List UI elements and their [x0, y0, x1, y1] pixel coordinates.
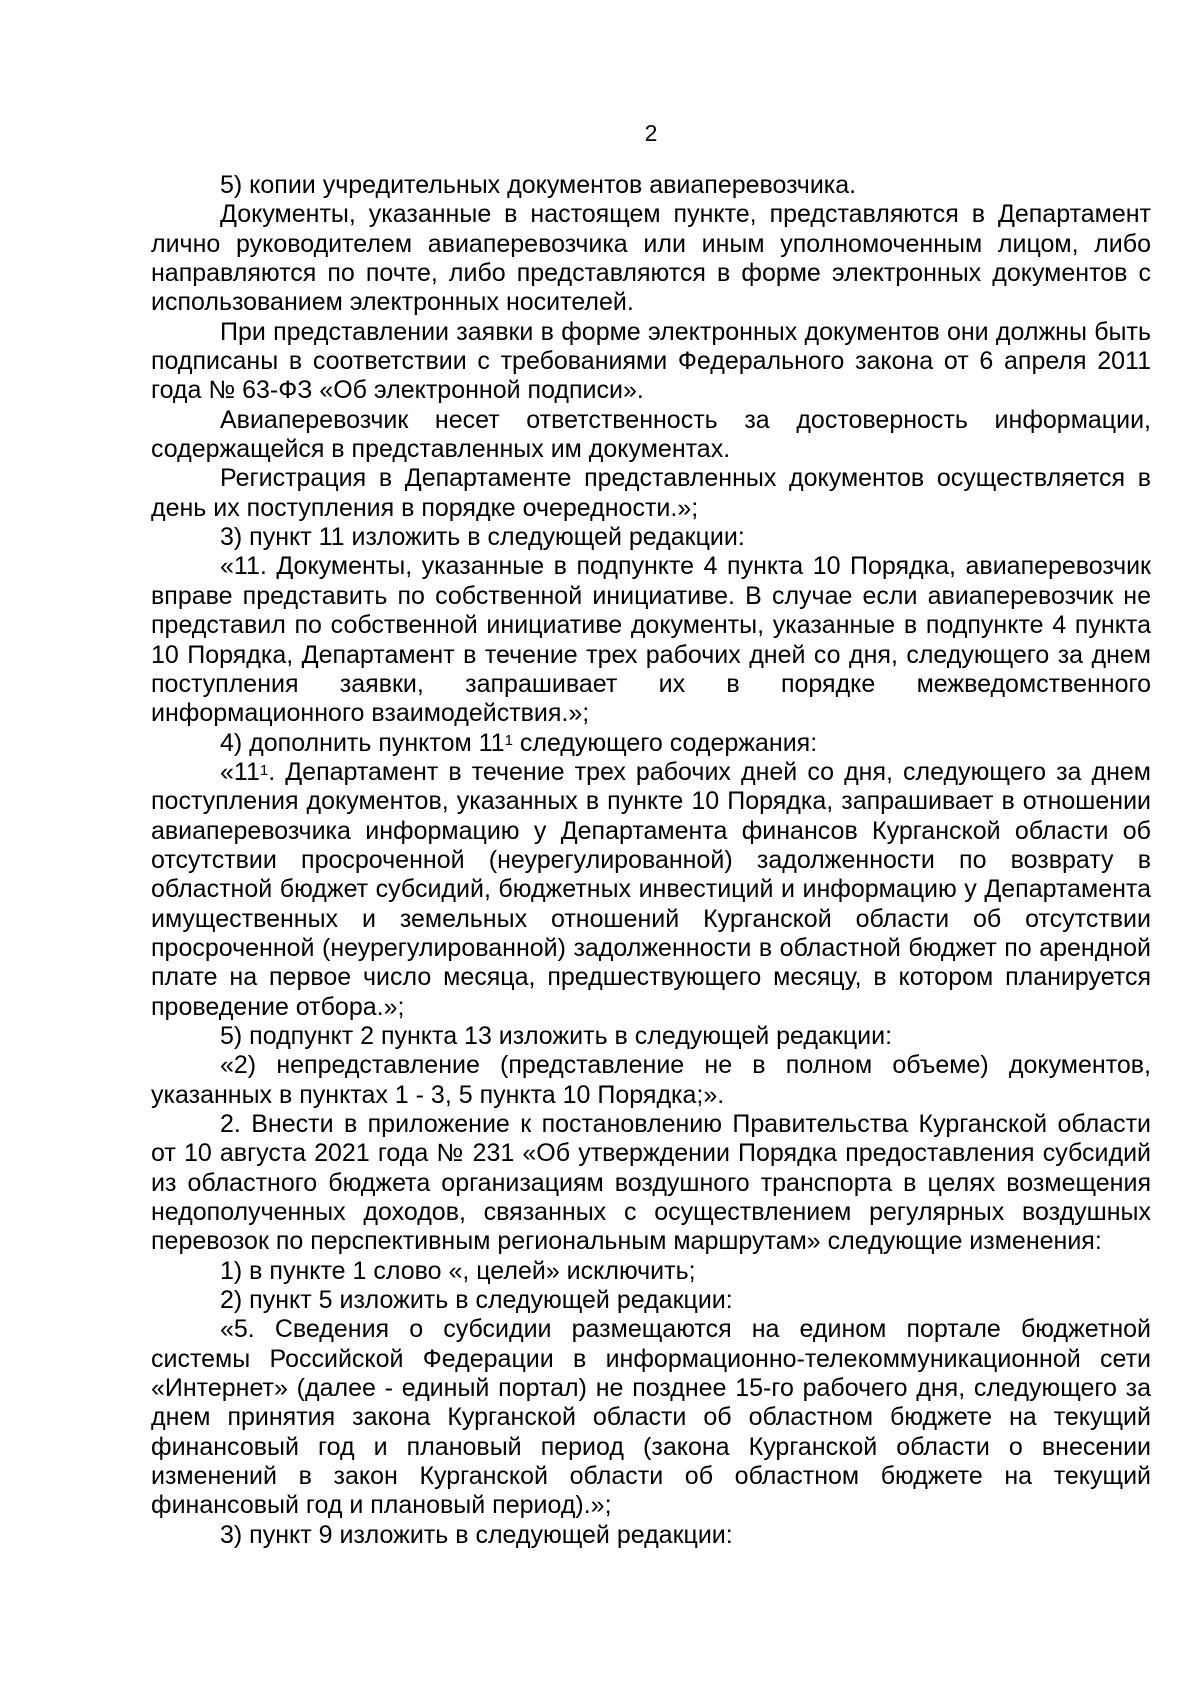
paragraph-9-text-after: . Департамент в течение трех рабочих дней со дня, следующего за днем поступления документов, указанных в пункте 10 Порядка, запрашивает в отношении авиаперевозчика информацию у Департамента финансов Курганской области об отсутствии просроченной (неурегулированной) задолженности по возврату в областной бюджет субсидий, бюджетных инвестиций и информацию у Департамента имущественных и земельных отношений Курганской области об отсутствии просроченной (неурегулированной) задолженности в областной бюджет по арендной плате на первое число месяца, предшествующего месяцу, в котором планируется проведение отбора.»;: [151, 757, 1151, 1021]
paragraph-14: 2) пункт 5 изложить в следующей редакции:: [220, 1286, 733, 1315]
paragraph-8: [151, 729, 1151, 758]
paragraph-6: 3) пункт 11 изложить в следующей редакции:: [220, 523, 745, 552]
paragraph-16: 3) пункт 9 изложить в следующей редакции:: [220, 1520, 733, 1549]
paragraph-4: Авиаперевозчик несет ответственность за достоверность информации, содержащейся в представленных им документах.: [151, 405, 1151, 464]
paragraph-8-text-after: следующего содержания:: [512, 728, 818, 757]
paragraph-7: «11. Документы, указанные в подпункте 4 пункта 10 Порядка, авиаперевозчик вправе представить по собственной инициативе. В случае если авиаперевозчик не представил по собственной инициативе документы, указанные в подпункте 4 пункта 10 Порядка, Департамент в течение трех рабочих дней со дня, следующего за днем поступления заявки, запрашивает их в порядке межведомственного информационного взаимодействия.»;: [151, 552, 1151, 728]
paragraph-2: Документы, указанные в настоящем пункте, представляются в Департамент лично руководителем авиаперевозчика или иным уполномоченным лицом, либо направляются по почте, либо представляются в форме электронных документов с использованием электронных носителей.: [151, 200, 1151, 317]
superscript: 1: [504, 732, 513, 750]
paragraph-3: При представлении заявки в форме электронных документов они должны быть подписаны в соответствии с требованиями Федерального закона от 6 апреля 2011 года № 63-ФЗ «Об электронной подписи».: [151, 317, 1151, 405]
paragraph-9: [151, 758, 1151, 1022]
paragraph-8-text-before: 4) дополнить пунктом 11: [220, 728, 505, 757]
superscript: 1: [259, 761, 269, 779]
page-number: 2: [644, 120, 658, 146]
paragraph-12: 2. Внести в приложение к постановлению Правительства Курганской области от 10 августа 2021 года № 231 «Об утверждении Порядка предоставления субсидий из областного бюджета организациям воздушного транспорта в целях возмещения недополученных доходов, связанных с осуществлением регулярных воздушных перевозок по перспективным региональным маршрутам» следующие изменения:: [151, 1110, 1151, 1256]
document-page: [151, 118, 1151, 1550]
document-body: [151, 171, 1151, 1550]
paragraph-13: 1) в пункте 1 слово «, целей» исключить;: [220, 1256, 696, 1285]
paragraph-15: «5. Сведения о субсидии размещаются на едином портале бюджетной системы Российской Федерации в информационно-телекоммуникационной сети «Интернет» (далее - единый портал) не позднее 15-го рабочего дня, следующего за днем принятия закона Курганской области об областном бюджете на текущий финансовый год и плановый период (закона Курганской области о внесении изменений в закон Курганской области об областном бюджете на текущий финансовый год и плановый период).»;: [151, 1315, 1151, 1520]
paragraph-9-text-before: «11: [220, 757, 260, 786]
paragraph-5: Регистрация в Департаменте представленных документов осуществляется в день их поступления в порядке очередности.»;: [151, 464, 1151, 522]
paragraph-11: «2) непредставление (представление не в полном объеме) документов, указанных в пунктах 1 - 3, 5 пункта 10 Порядка;».: [151, 1051, 1151, 1109]
paragraph-10: 5) подпункт 2 пункта 13 изложить в следующей редакции:: [220, 1021, 893, 1050]
paragraph-1: 5) копии учредительных документов авиаперевозчика.: [220, 171, 857, 199]
